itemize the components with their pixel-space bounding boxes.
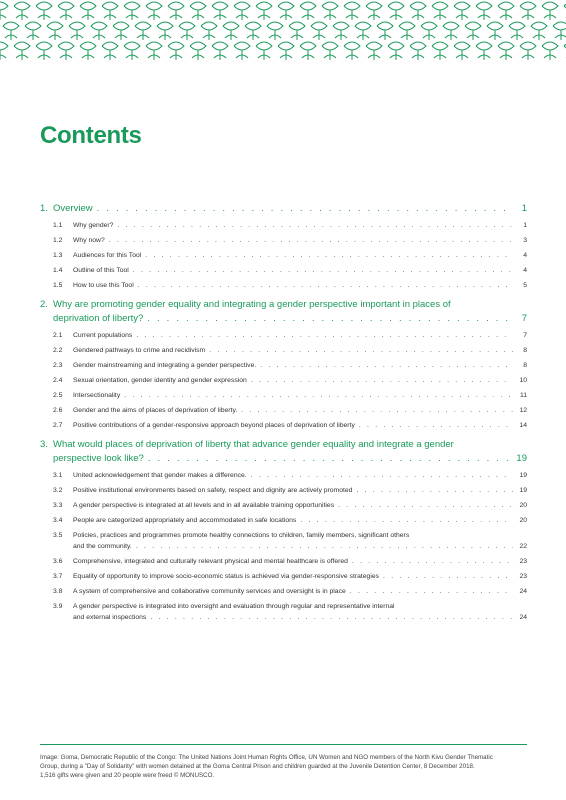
toc-label: Gender and the aims of places of deprivation of liberty. [73, 407, 238, 414]
leader-dots [136, 332, 513, 339]
toc-page-number: 24 [519, 614, 527, 621]
pattern-motif [465, 22, 481, 40]
toc-number: 3.9 [53, 603, 63, 610]
pattern-motif [212, 42, 228, 60]
toc-section[interactable] [40, 203, 527, 214]
leader-dots [251, 377, 513, 384]
pattern-motif [388, 2, 404, 20]
pattern-motif [410, 42, 426, 60]
toc-number: 2. [40, 299, 48, 310]
toc-page-number: 8 [523, 362, 527, 369]
toc-page-number: 24 [519, 588, 527, 595]
pattern-motif [201, 22, 217, 40]
pattern-motif [157, 22, 173, 40]
leader-dots [356, 487, 513, 494]
toc-label: Policies, practices and programmes promote healthy connections to children, family members, significant others [73, 532, 410, 539]
toc-number: 3.8 [53, 588, 63, 595]
pattern-motif [322, 2, 338, 20]
toc-number: 2.6 [53, 407, 63, 414]
toc-number: 2.7 [53, 422, 63, 429]
pattern-motif [0, 42, 8, 60]
pattern-motif [289, 22, 305, 40]
toc-entry[interactable] [40, 422, 527, 429]
toc-entry[interactable] [40, 332, 527, 339]
toc-page-number: 8 [523, 347, 527, 354]
pattern-motif [520, 42, 536, 60]
toc-number: 3.2 [53, 487, 63, 494]
pattern-motif [355, 22, 371, 40]
toc-label: Sexual orientation, gender identity and gender expression [73, 377, 247, 384]
toc-entry[interactable] [40, 252, 527, 259]
pattern-motif [190, 42, 206, 60]
toc-number: 3. [40, 439, 48, 450]
leader-dots [209, 347, 513, 354]
pattern-motif [520, 2, 536, 20]
leader-dots [251, 472, 513, 479]
toc-label: A gender perspective is integrated at all levels and in all available training opportunities [73, 502, 335, 509]
pattern-motif [91, 22, 107, 40]
pattern-motif [388, 42, 404, 60]
pattern-motif [69, 22, 85, 40]
leader-dots [97, 203, 513, 214]
toc-page-number: 1 [523, 222, 527, 229]
toc-label: and external inspections [73, 614, 147, 621]
pattern-motif [322, 42, 338, 60]
pattern-motif [256, 2, 272, 20]
leader-dots [359, 422, 513, 429]
pattern-motif [267, 22, 283, 40]
pattern-motif [476, 2, 492, 20]
toc-label: Positive institutional environments based on safety, respect and dignity are actively promoted [73, 487, 353, 494]
toc-entry[interactable] [40, 517, 527, 524]
leader-dots [148, 453, 513, 464]
pattern-motif [25, 22, 41, 40]
leader-dots [300, 517, 513, 524]
toc-number: 3.1 [53, 472, 63, 479]
pattern-motif [278, 42, 294, 60]
pattern-motif [135, 22, 151, 40]
pattern-motif [454, 42, 470, 60]
pattern-motif [256, 42, 272, 60]
toc-label: and the community. [73, 543, 132, 550]
pattern-motif [476, 42, 492, 60]
toc-entry[interactable] [40, 282, 527, 289]
toc-page-number: 7 [523, 332, 527, 339]
toc-page-number: 14 [519, 422, 527, 429]
toc-entry[interactable] [40, 362, 527, 369]
toc-page-number: 19 [516, 453, 527, 464]
toc-page-number: 10 [519, 377, 527, 384]
pattern-motif [432, 42, 448, 60]
leader-dots [145, 252, 513, 259]
toc-label: Positive contributions of a gender-responsive approach beyond places of deprivation of liberty [73, 422, 355, 429]
caption-line: 1,516 gifts were given and 20 people were freed © MONUSCO. [40, 772, 215, 779]
toc-label: deprivation of liberty? [53, 313, 144, 324]
pattern-motif [542, 2, 558, 20]
toc-page-number: 20 [519, 517, 527, 524]
toc-label: A gender perspective is integrated into oversight and evaluation through regular and representative internal [73, 603, 395, 610]
pattern-motif [377, 22, 393, 40]
leader-dots [350, 588, 513, 595]
toc-page-number: 23 [519, 573, 527, 580]
toc-page-number: 11 [519, 392, 527, 399]
toc-entry[interactable] [40, 588, 527, 595]
toc-label: Current populations [73, 332, 133, 339]
toc-label: Comprehensive, integrated and culturally relevant physical and mental healthcare is offered [73, 558, 348, 565]
toc-section[interactable] [40, 439, 527, 464]
leader-dots [338, 502, 513, 509]
toc-entry[interactable] [40, 377, 527, 384]
toc-label: Audiences for this Tool [73, 252, 142, 259]
toc-page-number: 3 [523, 237, 527, 244]
toc-page-number: 7 [521, 313, 527, 324]
pattern-motif [531, 22, 547, 40]
pattern-motif [553, 22, 566, 40]
pattern-motif [14, 42, 30, 60]
pattern-motif [80, 2, 96, 20]
page-title: Contents [40, 122, 142, 149]
pattern-motif [498, 2, 514, 20]
toc-number: 3.5 [53, 532, 63, 539]
toc-page-number: 19 [519, 487, 527, 494]
toc-number: 2.1 [53, 332, 63, 339]
pattern-motif [278, 2, 294, 20]
leader-dots [260, 362, 513, 369]
toc-number: 3.4 [53, 517, 63, 524]
pattern-motif [0, 2, 8, 20]
toc-page-number: 5 [523, 282, 527, 289]
leader-dots [109, 237, 513, 244]
toc-page-number: 4 [523, 252, 527, 259]
pattern-motif [212, 2, 228, 20]
toc-number: 1.4 [53, 267, 63, 274]
pattern-motif [344, 42, 360, 60]
toc-label: Intersectionality [73, 392, 121, 399]
toc-page-number: 20 [519, 502, 527, 509]
pattern-motif [542, 42, 558, 60]
toc-number: 2.2 [53, 347, 63, 354]
toc-number: 2.4 [53, 377, 63, 384]
pattern-motif [102, 42, 118, 60]
pattern-motif [311, 22, 327, 40]
pattern-motif [14, 2, 30, 20]
pattern-motif [146, 2, 162, 20]
toc-number: 2.5 [53, 392, 63, 399]
toc-number: 1.5 [53, 282, 63, 289]
toc-number: 1.1 [53, 222, 63, 229]
toc-label: What would places of deprivation of liberty that advance gender equality and integrate a gender [53, 439, 454, 450]
toc-entry[interactable] [40, 532, 527, 550]
leader-dots [352, 558, 513, 565]
pattern-motif [234, 42, 250, 60]
pattern-motif [80, 42, 96, 60]
pattern-motif [487, 22, 503, 40]
divider [40, 744, 527, 745]
pattern-motif [36, 42, 52, 60]
pattern-motif [47, 22, 63, 40]
leader-dots [124, 392, 513, 399]
toc-number: 3.7 [53, 573, 63, 580]
toc-label: Gender mainstreaming and integrating a gender perspective. [73, 362, 257, 369]
toc-entry[interactable] [40, 347, 527, 354]
toc-label: Equality of opportunity to improve socio-economic status is achieved via gender-responsive strategies [73, 573, 380, 580]
pattern-motif [234, 2, 250, 20]
pattern-motif [124, 42, 140, 60]
pattern-motif [509, 22, 525, 40]
toc-page-number: 23 [519, 558, 527, 565]
leader-dots [133, 267, 513, 274]
pattern-motif [146, 42, 162, 60]
toc-number: 1.3 [53, 252, 63, 259]
pattern-motif [113, 22, 129, 40]
caption-line: Image: Goma, Democratic Republic of the Congo: The United Nations Joint Human Rights Office, UN Women and NGO members of the North Kivu Gender Thematic [40, 754, 493, 761]
pattern-motif [300, 42, 316, 60]
pattern-motif [190, 2, 206, 20]
pattern-motif [498, 42, 514, 60]
toc-entry[interactable] [40, 603, 527, 621]
pattern-motif [333, 22, 349, 40]
pattern-motif [124, 2, 140, 20]
toc-page-number: 19 [519, 472, 527, 479]
toc-number: 3.6 [53, 558, 63, 565]
toc-label: Why are promoting gender equality and integrating a gender perspective important in places of [53, 299, 451, 310]
leader-dots [136, 543, 513, 550]
toc-label: Gendered pathways to crime and recidivism [73, 347, 206, 354]
pattern-motif [168, 2, 184, 20]
pattern-motif [366, 42, 382, 60]
toc-number: 1.2 [53, 237, 63, 244]
toc-entry[interactable] [40, 407, 527, 414]
pattern-motif [366, 2, 382, 20]
toc-number: 1. [40, 203, 48, 214]
toc-entry[interactable] [40, 487, 527, 494]
decorative-pattern [0, 0, 566, 62]
caption-line: Group, during a "Day of Solidarity" with women detained at the Goma Central Prison and children guarded at the Juvenile Detention Center, 8 December 2018. [40, 763, 475, 770]
leader-dots [138, 282, 513, 289]
pattern-motif [245, 22, 261, 40]
toc-entry[interactable] [40, 392, 527, 399]
toc-label: Overview [53, 203, 93, 214]
pattern-motif [399, 22, 415, 40]
toc-label: Why now? [73, 237, 105, 244]
leader-dots [150, 614, 513, 621]
toc-entry[interactable] [40, 502, 527, 509]
toc-entry[interactable] [40, 267, 527, 274]
toc-entry[interactable] [40, 472, 527, 479]
toc-page-number: 12 [519, 407, 527, 414]
pattern-motif [58, 2, 74, 20]
toc-page-number: 1 [521, 203, 527, 214]
pattern-motif [58, 42, 74, 60]
toc-entry[interactable] [40, 237, 527, 244]
leader-dots [241, 407, 513, 414]
leader-dots [147, 313, 513, 324]
toc-label: United acknowledgement that gender makes a difference. [73, 472, 247, 479]
toc-label: People are categorized appropriately and accommodated in safe locations [73, 517, 297, 524]
toc-label: A system of comprehensive and collaborative community services and oversight is in place [73, 588, 346, 595]
toc-label: Why gender? [73, 222, 114, 229]
pattern-motif [344, 2, 360, 20]
toc-page-number: 4 [523, 267, 527, 274]
toc-section[interactable] [40, 299, 527, 324]
image-caption [40, 753, 527, 780]
toc-entry[interactable] [40, 558, 527, 565]
toc-label: Outline of this Tool [73, 267, 129, 274]
pattern-motif [421, 22, 437, 40]
leader-dots [383, 573, 513, 580]
pattern-motif [443, 22, 459, 40]
pattern-motif [432, 2, 448, 20]
leader-dots [117, 222, 513, 229]
pattern-motif [454, 2, 470, 20]
pattern-motif [179, 22, 195, 40]
toc-entry[interactable] [40, 222, 527, 229]
toc-number: 2.3 [53, 362, 63, 369]
table-of-contents [40, 203, 527, 621]
pattern-motif [300, 2, 316, 20]
pattern-motif [3, 22, 19, 40]
toc-page-number: 22 [519, 543, 527, 550]
toc-label: perspective look like? [53, 453, 144, 464]
toc-label: How to use this Tool [73, 282, 134, 289]
pattern-motif [410, 2, 426, 20]
toc-entry[interactable] [40, 573, 527, 580]
toc-number: 3.3 [53, 502, 63, 509]
pattern-motif [223, 22, 239, 40]
pattern-motif [36, 2, 52, 20]
pattern-motif [102, 2, 118, 20]
pattern-motif [168, 42, 184, 60]
